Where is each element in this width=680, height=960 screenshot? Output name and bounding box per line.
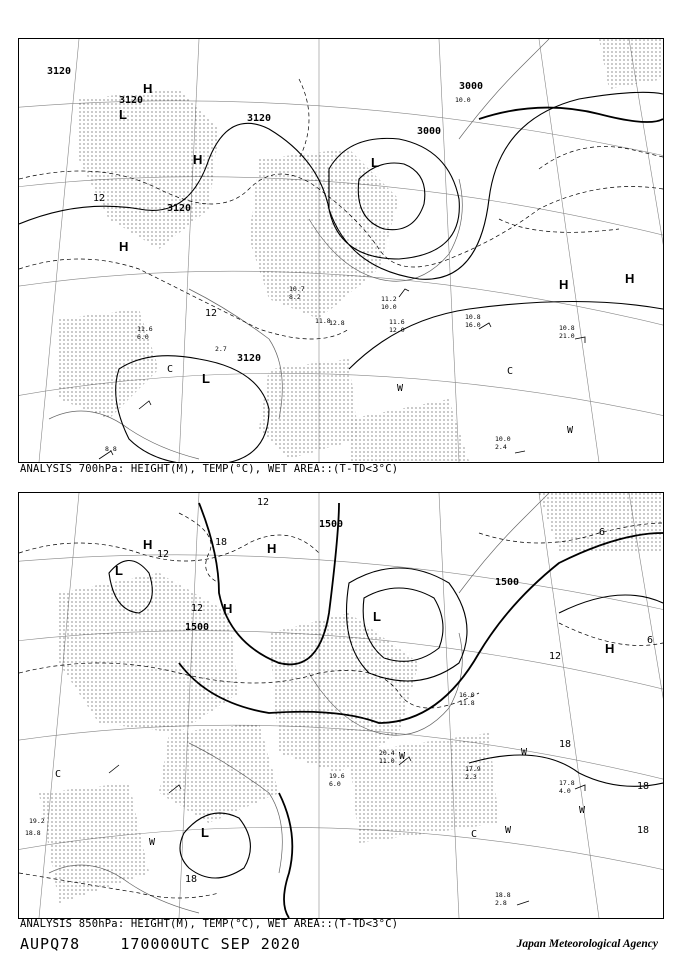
height-label: 3120 (47, 66, 72, 77)
height-label: 1500 (319, 519, 344, 530)
cold-marker: C (55, 769, 62, 780)
warm-marker: W (397, 383, 404, 394)
product-header (20, 935, 301, 953)
warm-marker: W (505, 825, 512, 836)
warm-marker: W (521, 747, 528, 758)
station-value: 10.8 (559, 324, 575, 332)
warm-marker: W (399, 751, 406, 762)
isotherm-label: 18 (637, 781, 650, 792)
cold-marker: C (507, 366, 514, 377)
low-pressure-marker: L (373, 609, 381, 624)
station-value: 16.0 (459, 691, 475, 699)
station-value: 8.2 (289, 293, 301, 301)
agency-name: Japan Meteorological Agency (516, 938, 658, 950)
station-value: 18.8 (25, 829, 41, 837)
low-pressure-marker: L (201, 825, 209, 840)
station-value: 11.6 (389, 318, 405, 326)
station-value: 17.9 (465, 765, 481, 773)
height-label: 3120 (237, 353, 262, 364)
station-value: 19.2 (29, 817, 45, 825)
station-value: 2.4 (495, 443, 507, 451)
high-pressure-marker: H (193, 152, 203, 167)
height-label: 3120 (167, 203, 192, 214)
station-value: 11.6 (137, 325, 153, 333)
chart-850hpa (18, 492, 664, 919)
warm-marker: W (149, 837, 156, 848)
station-value: 11.0 (379, 757, 395, 765)
station-value: 6.0 (329, 780, 341, 788)
high-pressure-marker: H (119, 239, 129, 254)
high-pressure-marker: H (605, 641, 615, 656)
wet-area (39, 493, 663, 903)
station-value: 18.8 (495, 891, 511, 899)
station-value: 8.8 (105, 445, 117, 453)
isotherm-label: 18 (637, 825, 650, 836)
low-pressure-marker: L (115, 563, 123, 578)
station-value: 21.0 (559, 332, 575, 340)
station-value: 17.8 (559, 779, 575, 787)
height-label: 3000 (417, 126, 442, 137)
cold-marker: C (471, 829, 478, 840)
station-value: 10.0 (381, 303, 397, 311)
station-value: 10.0 (455, 96, 471, 104)
station-value: 11.8 (459, 699, 475, 707)
height-label: 3120 (247, 113, 272, 124)
station-value: 11.2 (381, 295, 397, 303)
isotherm-label: 18 (185, 874, 198, 885)
station-value: 2.8 (495, 899, 507, 907)
station-value: 10.8 (465, 313, 481, 321)
station-value: 20.4 (379, 749, 395, 757)
station-value: 10.0 (495, 435, 511, 443)
station-value: 12.8 (329, 319, 345, 327)
high-pressure-marker: H (625, 271, 635, 286)
isotherm-label: 6 (599, 527, 606, 538)
station-value: 16.0 (465, 321, 481, 329)
high-pressure-marker: H (143, 537, 153, 552)
height-label: 3000 (459, 81, 484, 92)
isotherm-label: 6 (647, 635, 654, 646)
low-pressure-marker: L (371, 155, 379, 170)
chart-700hpa (18, 38, 664, 463)
station-value: 2.7 (215, 345, 227, 353)
isotherm-label: 18 (559, 739, 572, 750)
warm-marker: W (567, 425, 574, 436)
isotherm-label: 12 (549, 651, 562, 662)
isotherm-label: 12 (93, 193, 106, 204)
warm-marker: W (579, 805, 586, 816)
isotherm-label: 12 (205, 308, 218, 319)
isotherm-label: 12 (157, 549, 170, 560)
cold-marker: C (167, 364, 174, 375)
height-label: 1500 (185, 622, 210, 633)
height-label: 3120 (119, 95, 144, 106)
low-pressure-marker: L (202, 371, 210, 386)
isotherm-label: 12 (257, 497, 270, 508)
height-label: 1500 (495, 577, 520, 588)
high-pressure-marker: H (559, 277, 569, 292)
high-pressure-marker: H (267, 541, 277, 556)
map-850hpa (19, 493, 663, 918)
isotherm-label: 12 (191, 603, 204, 614)
station-value: 4.0 (559, 787, 571, 795)
wet-area (59, 39, 663, 462)
station-value: 6.0 (137, 333, 149, 341)
caption-700hpa: ANALYSIS 700hPa: HEIGHT(M), TEMP(°C), WET AREA::(T-TD<3°C) (20, 463, 399, 475)
station-value: 12.0 (389, 326, 405, 334)
station-value: 2.3 (465, 773, 477, 781)
station-value: 11.8 (315, 317, 331, 325)
station-value: 19.6 (329, 772, 345, 780)
low-pressure-marker: L (119, 107, 127, 122)
valid-time: 170000UTC SEP 2020 (120, 935, 301, 953)
caption-850hpa: ANALYSIS 850hPa: HEIGHT(M), TEMP(°C), WET AREA::(T-TD<3°C) (20, 918, 399, 930)
isotherm-label: 18 (215, 537, 228, 548)
map-700hpa (19, 39, 663, 462)
high-pressure-marker: H (223, 601, 233, 616)
product-id: AUPQ78 (20, 935, 81, 953)
high-pressure-marker: H (143, 81, 153, 96)
station-value: 10.7 (289, 285, 305, 293)
